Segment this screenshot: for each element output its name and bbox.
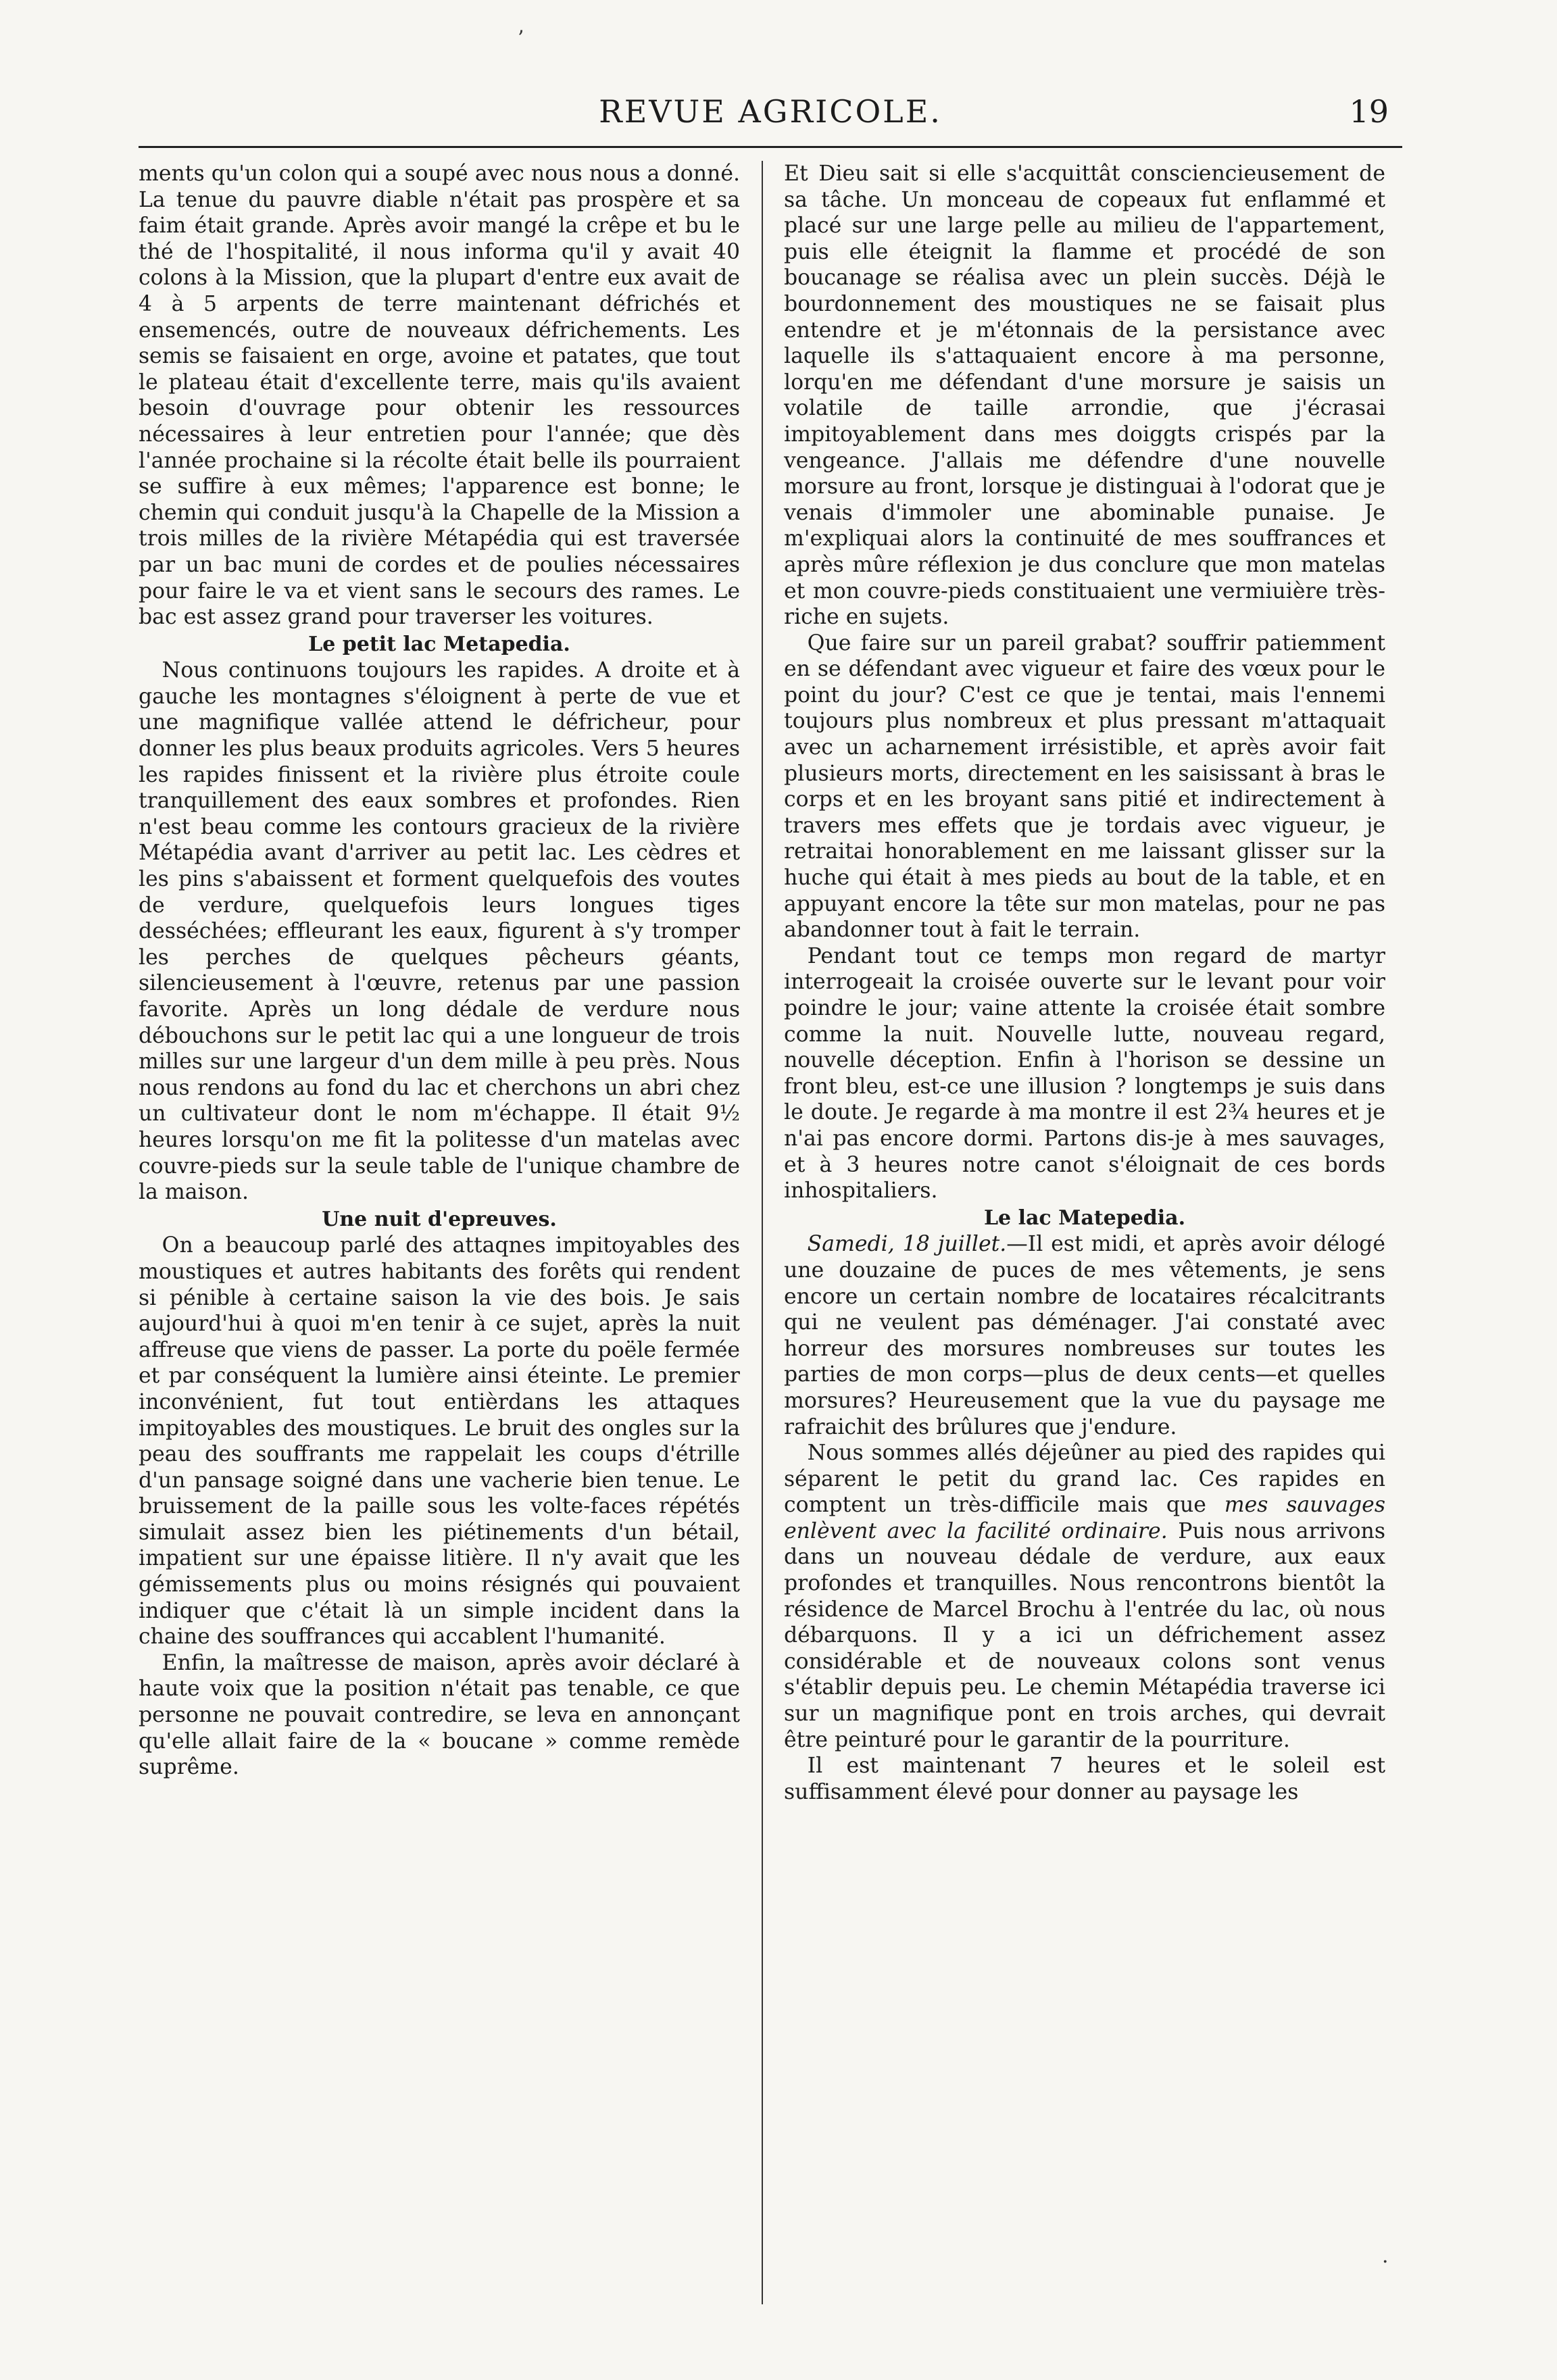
dateline: Samedi, 18 juillet.	[807, 1232, 1007, 1257]
paragraph-text: Nous sommes allés déjeûner au pied des rapides qui séparent le petit du grand lac. Ces rapides en comptent un très-difficile mais que	[784, 1441, 1385, 1518]
section-heading: Une nuit d'epreuves.	[322, 1207, 557, 1231]
paragraph: On a beaucoup parlé des attaqnes impitoyables des moustiques et autres habitants des forêts qui rendent si pénible à certaine saison la vie des bois. Je sais aujourd'hui à quoi m'en tenir à ce sujet, après la nuit affreuse que viens de passer. La porte du poële fermée et par conséquent la lumière ainsi éteinte. Le premier inconvénient, fut tout entièrdans les attaques impitoyables des moustiques. Le bruit des ongles sur la peau des souffrants me rappelait les coups d'étrille d'un pansage soigné dans une vacherie bien tenue. Le bruissement de la paille sous les volte-faces répétés simulait assez bien les piétinements d'un bétail, impatient sur une épaisse litière. Il n'y avait que les gémissements plus ou moins résignés qui pouvaient indiquer que c'était là un simple incident dans la chaine des souffrances qui accablent l'humanité.	[139, 1233, 740, 1650]
paragraph-text: Puis nous arrivons dans un nouveau dédale de verdure, aux eaux profondes et tranquilles. Nous rencontrons bientôt la résidence de Marcel Brochu à l'entrée du lac, où nous débarquons. Il y a ici un défrichement assez considérable et de nouveaux colons sont venus s'établir depuis peu. Le chemin Métapédia traverse ici sur un magnifique pont en trois arches, qui devrait être peinturé pour le garantir de la pourriture.	[784, 1518, 1385, 1752]
paragraph: Pendant tout ce temps mon regard de martyr interrogeait la croisée ouverte sur le levant pour voir poindre le jour; vaine attente la croisée était sombre comme la nuit. Nouvelle lutte, nouveau regard, nouvelle déception. Enfin à l'horison se dessine un front bleu, est-ce une illusion ? longtemps je suis dans le doute. Je regarde à ma montre il est 2¾ heures et je n'ai pas encore dormi. Partons dis-je à mes sauvages, et à 3 heures notre canot s'éloignait de ces bords inhospitaliers.	[784, 943, 1385, 1204]
section-heading: Le petit lac Metapedia.	[308, 632, 570, 656]
page-header	[139, 81, 1402, 135]
page	[139, 81, 1402, 2331]
column-divider	[762, 161, 763, 2304]
running-title: REVUE AGRICOLE.	[599, 93, 942, 130]
paragraph-text: —Il est midi, et après avoir délogé une douzaine de puces de mes vêtements, je sens encore un certain nombre de locataires récalcitrants qui ne veulent pas déménager. J'ai constaté avec horreur des morsures nombreuses sur toutes les parties de mon corps—plus de deux cents—et quelles morsures? Heureusement que la vue du paysage me rafraichit des brûlures que j'endure.	[784, 1232, 1385, 1439]
right-column	[784, 161, 1385, 2331]
italic-phrase: mes sauvages enlèvent avec la facilité ordinaire.	[784, 1493, 1385, 1543]
paragraph	[784, 1440, 1385, 1753]
page-number: 19	[1349, 93, 1389, 130]
paragraph: ments qu'un colon qui a soupé avec nous nous a donné. La tenue du pauvre diable n'était pas prospère et sa faim était grande. Après avoir mangé la crêpe et bu le thé de l'hospitalité, il nous informa qu'il y avait 40 colons à la Mission, que la plupart d'entre eux avait de 4 à 5 arpents de terre maintenant défrichés et ensemencés, outre de nouveaux défrichements. Les semis se faisaient en orge, avoine et patates, que tout le plateau était d'excellente terre, mais qu'ils avaient besoin d'ouvrage pour obtenir les ressources nécessaires à leur entretien pour l'année; que dès l'année prochaine si la récolte était belle ils pourraient se suffire à eux mêmes; l'apparence est bonne; le chemin qui conduit jusqu'à la Chapelle de la Mission a trois milles de la rivière Métapédia qui est traversée par un bac muni de cordes et de poulies nécessaires pour faire le va et vient sans le secours des rames. Le bac est assez grand pour traverser les voitures.	[139, 162, 740, 630]
paragraph: Il est maintenant 7 heures et le soleil est suffisamment élevé pour donner au paysage les	[784, 1754, 1385, 1804]
section-heading: Le lac Matepedia.	[983, 1206, 1186, 1230]
paragraph: Que faire sur un pareil grabat? souffrir patiemment en se défendant avec vigueur et faire des vœux pour le point du jour? C'est ce que je tentai, mais l'ennemi toujours plus nombreux et plus pressant m'attaquait avec un acharnement irrésistible, et après avoir fait plusieurs morts, directement en les saisissant à bras le corps et en les broyant sans pitié et indirectement à travers mes effets que je tordais avec vigueur, je retraitai honorablement en me laissant glisser sur la huche qui était à mes pieds au bout de la table, et en appuyant encore la tête sur mon matelas, pour ne pas abandonner tout à fait le terrain.	[784, 630, 1385, 943]
header-rule	[139, 146, 1402, 148]
paragraph: Enfin, la maîtresse de maison, après avoir déclaré à haute voix que la position n'était pas tenable, ce que personne ne pouvait contredire, se leva en annonçant qu'elle allait faire de la « boucane » comme remède suprême.	[139, 1650, 740, 1780]
paragraph	[784, 1231, 1385, 1440]
text-columns	[139, 161, 1402, 2331]
stray-mark: ·	[1382, 2250, 1389, 2274]
left-column	[139, 161, 740, 2331]
stray-mark: ʼ	[517, 27, 524, 51]
paragraph: Nous continuons toujours les rapides. A droite et à gauche les montagnes s'éloignent à perte de vue et une magnifique vallée attend le défricheur, pour donner les plus beaux produits agricoles. Vers 5 heures les rapides finissent et la rivière plus étroite coule tranquillement des eaux sombres et profondes. Rien n'est beau comme les contours gracieux de la rivière Métapédia avant d'arriver au petit lac. Les cèdres et les pins s'abaissent et forment quelquefois des voutes de verdure, quelquefois leurs longues tiges desséchées; effleurant les eaux, figurent à s'y tromper les perches de quelques pêcheurs géants, silencieusement à l'œuvre, retenus par une passion favorite. Après un long dédale de verdure nous débouchons sur le petit lac qui a une longueur de trois milles sur une largeur d'un dem mille à peu près. Nous nous rendons au fond du lac et cherchons un abri chez un cultivateur dont le nom m'échappe. Il était 9½ heures lorsqu'on me fit la politesse d'un matelas avec couvre-pieds sur la seule table de l'unique chambre de la maison.	[139, 658, 740, 1205]
paragraph: Et Dieu sait si elle s'acquittât consciencieusement de sa tâche. Un monceau de copeaux fut enflammé et placé sur une large pelle au milieu de l'appartement, puis elle éteignit la flamme et procédé de son boucanage se réalisa avec un plein succès. Déjà le bourdonnement des moustiques ne se faisait plus entendre et je m'étonnais de la persistance avec laquelle ils s'attaquaient encore à ma personne, lorqu'en me défendant d'une morsure je saisis un volatile de taille arrondie, que j'écrasai impitoyablement dans mes doiggts crispés par la vengeance. J'allais me défendre d'une nouvelle morsure au front, lorsque je distinguai à l'odorat que je venais d'immoler une abominable punaise. Je m'expliquai alors la continuité de mes souffrances et après mûre réflexion je dus conclure que mon matelas et mon couvre-pieds constituaient une vermiuière très-riche en sujets.	[784, 162, 1385, 630]
